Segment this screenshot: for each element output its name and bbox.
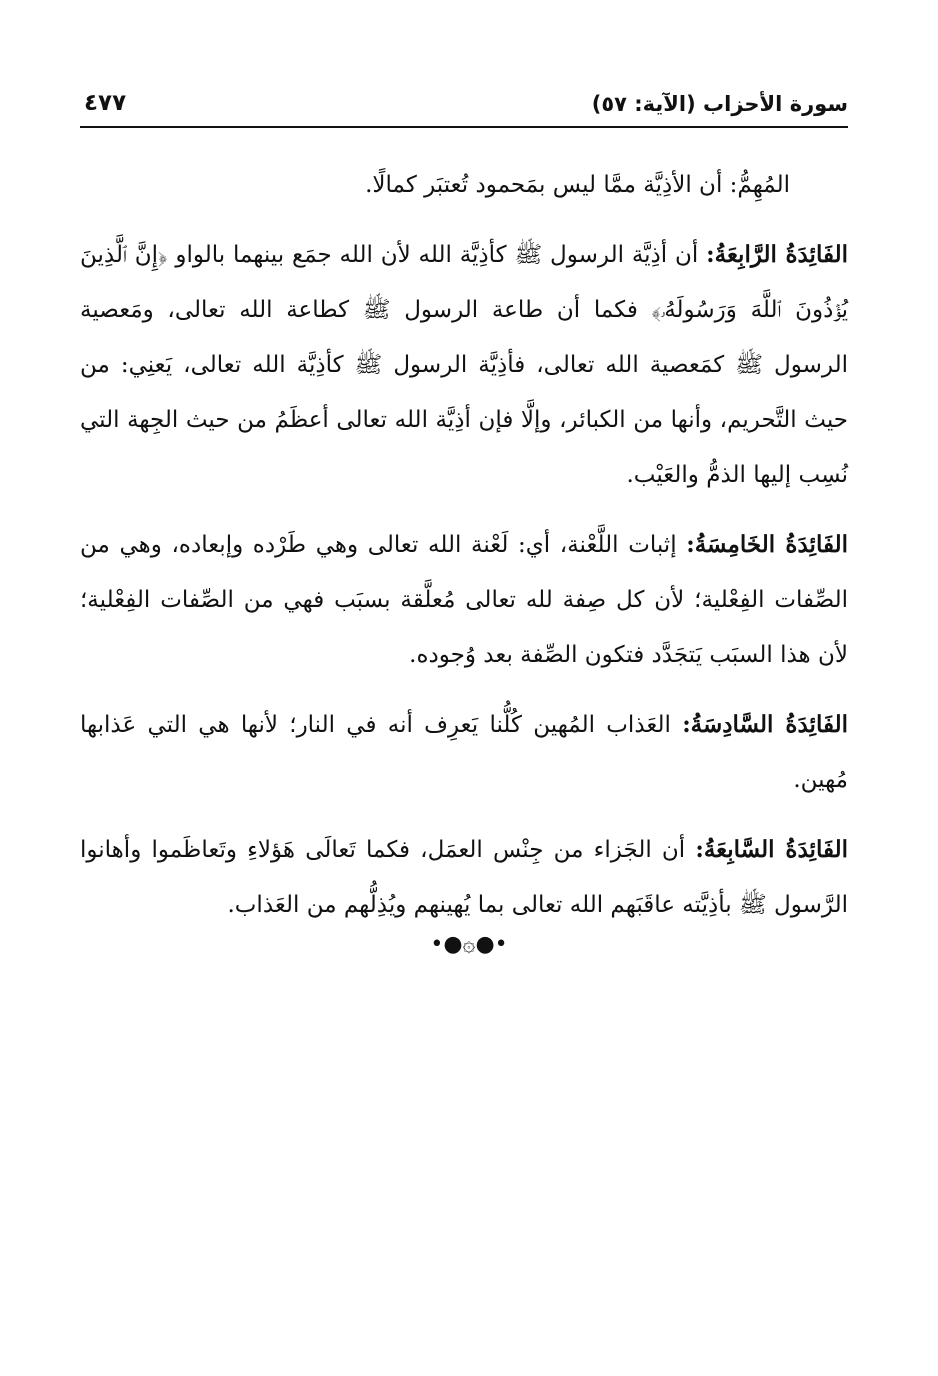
surah-title: سورة الأحزاب (الآية: ٥٧)	[591, 92, 848, 116]
paragraph-benefit-6	[80, 697, 848, 808]
page-header	[80, 84, 848, 126]
paragraph-benefit-7	[80, 822, 848, 933]
benefit-heading: الفَائِدَةُ الرَّابِعَةُ:	[706, 241, 849, 268]
paragraph-text: أن الجَزاء من جِنْس العمَل، فكما تَعالَى هَؤلاءِ وتَعاظَموا وأهانوا الرَّسول ﷺ بأذِيَّته عاقَبَهم الله تعالى بما يُهينهم ويُذِلُّهم من العَذاب.	[80, 837, 848, 918]
paragraph-benefit-4	[80, 227, 848, 503]
header-divider	[80, 126, 848, 128]
paragraph-text: إثبات اللَّعْنة، أي: لَعْنة الله تعالى وهي طَرْده وإبعاده، وهي من الصِّفات الفِعْلية؛ لأن كل صِفة لله تعالى مُعلَّقة بسبَب فهي من الصِّفات الفِعْلية؛ لأن هذا السبَب يَتجَدَّد فتكون الصِّفة بعد وُجوده.	[80, 532, 848, 668]
benefit-heading: الفَائِدَةُ الخَامِسَةُ:	[686, 531, 848, 558]
page-body	[80, 158, 848, 947]
benefit-heading: الفَائِدَةُ السَّابِعَةُ:	[695, 836, 848, 863]
paragraph-text: العَذاب المُهين كُلُّنا يَعرِف أنه في النار؛ لأنها هي التي عَذابها مُهين.	[80, 712, 848, 793]
paragraph-conclusion	[80, 158, 848, 213]
paragraph-text: أن أذِيَّة الرسول ﷺ كأذِيَّة الله لأن الله جمَع بينهما بالواو ﴿إِنَّ ٱلَّذِينَ يُؤۡذُونَ ٱللَّهَ وَرَسُولَهُۥ﴾ فكما أن طاعة الرسول ﷺ كطاعة الله تعالى، ومَعصية الرسول ﷺ كمَعصية الله تعالى، فأذِيَّة الرسول ﷺ كأذِيَّة الله تعالى، يَعنِي: من حيث التَّحريم، وأنها من الكبائر، وإلَّا فإن أذِيَّة الله تعالى أعظَمُ من حيث الجِهة التي نُسِب إليها الذمُّ والعَيْب.	[80, 242, 848, 488]
section-end-ornament-icon: •●۞●•	[430, 932, 508, 957]
page-number: ٤٧٧	[84, 90, 127, 116]
benefit-heading: الفَائِدَةُ السَّادِسَةُ:	[682, 711, 848, 738]
paragraph-text: المُهِمُّ: أن الأذِيَّة ممَّا ليس بمَحمود تُعتبَر كمالًا.	[365, 172, 790, 198]
paragraph-benefit-5	[80, 517, 848, 683]
